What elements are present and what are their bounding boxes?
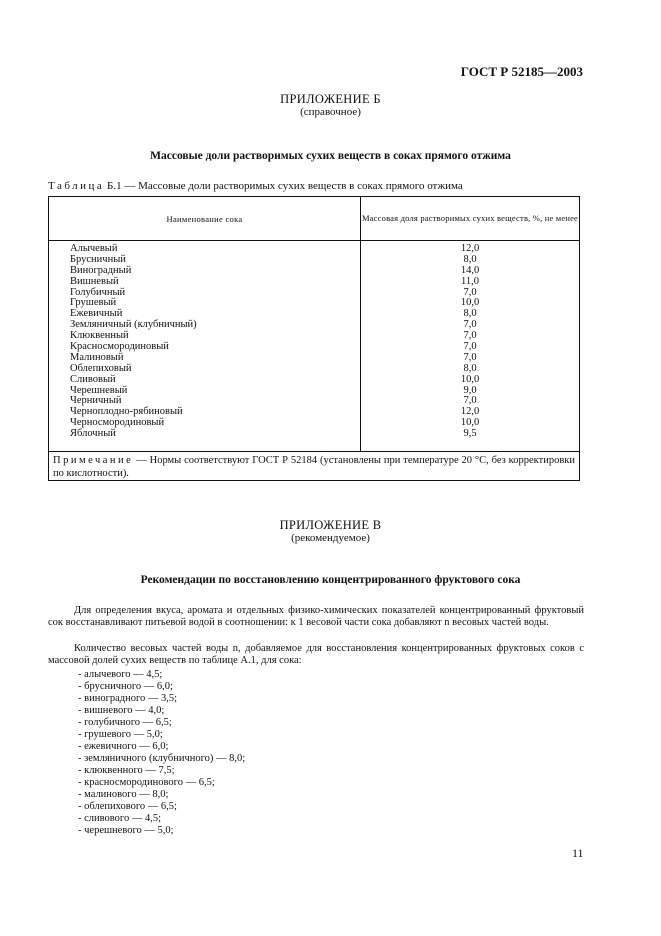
solids-value: 9,0 bbox=[463, 384, 477, 396]
solids-value: 7,0 bbox=[463, 330, 477, 342]
list-item: - ежевичного — 6,0; bbox=[78, 741, 169, 752]
solids-value: 7,0 bbox=[463, 351, 477, 363]
table-row bbox=[49, 244, 579, 255]
list-item: - земляничного (клубничного) — 8,0; bbox=[78, 753, 246, 764]
standard-number: ГОСТ Р 52185—2003 bbox=[460, 64, 583, 79]
juice-name: Яблочный bbox=[70, 428, 116, 440]
list-item: - облепихового — 6,5; bbox=[78, 801, 177, 812]
table-note-label: Примечание bbox=[53, 455, 134, 466]
juice-name: Грушевый bbox=[70, 297, 117, 309]
juice-name: Черничный bbox=[70, 395, 122, 407]
list-item: - малинового — 8,0; bbox=[78, 789, 169, 800]
juice-name: Вишневый bbox=[70, 275, 119, 287]
solids-value: 8,0 bbox=[463, 362, 477, 374]
column-header-value: Массовая доля растворимых сухих веществ, %, не менее bbox=[361, 213, 579, 223]
solids-value: 10,0 bbox=[460, 417, 480, 429]
list-item: - сливового — 4,5; bbox=[78, 813, 162, 824]
table-caption bbox=[48, 180, 463, 192]
page-number: 11 bbox=[572, 846, 584, 860]
appendix-c-title: ПРИЛОЖЕНИЕ В bbox=[279, 518, 382, 532]
juice-name: Брусничный bbox=[70, 253, 126, 265]
juice-name: Земляничный (клубничный) bbox=[70, 319, 197, 331]
table-row bbox=[49, 375, 579, 386]
solids-value: 10,0 bbox=[460, 373, 480, 385]
list-item: - красносмородинового — 6,5; bbox=[78, 777, 215, 788]
solids-value: 7,0 bbox=[463, 319, 477, 331]
appendix-c-heading: Рекомендации по восстановлению концентрированного фруктового сока bbox=[140, 574, 521, 586]
solids-value: 12,0 bbox=[460, 243, 480, 254]
table-row bbox=[49, 418, 579, 429]
juice-name: Алычевый bbox=[70, 243, 118, 254]
juice-name: Красносмородиновый bbox=[70, 341, 169, 353]
solids-value: 12,0 bbox=[460, 406, 480, 418]
juice-name: Малиновый bbox=[70, 351, 124, 363]
appendix-b-subtitle: (справочное) bbox=[300, 106, 361, 118]
table-row bbox=[49, 277, 579, 288]
paragraph-water-parts: Количество весовых частей воды n, добавляемое для восстановления концентрированных фруктовых соков с массовой долей сухих веществ по таблице А.1, для сока: bbox=[48, 643, 584, 666]
juice-name: Голубичный bbox=[70, 286, 126, 298]
list-item: - грушевого — 5,0; bbox=[78, 729, 163, 740]
juice-name: Клюквенный bbox=[70, 330, 129, 342]
solids-value: 11,0 bbox=[461, 275, 479, 287]
table-note-divider bbox=[49, 451, 579, 452]
list-item: - черешневого — 5,0; bbox=[78, 825, 174, 836]
list-item: - брусничного — 6,0; bbox=[78, 681, 173, 692]
solids-value: 10,0 bbox=[460, 297, 480, 309]
table-body bbox=[49, 244, 579, 440]
table-row bbox=[49, 298, 579, 309]
list-item: - вишневого — 4,0; bbox=[78, 705, 165, 716]
table-header-divider bbox=[49, 240, 579, 241]
solids-value: 14,0 bbox=[460, 264, 480, 276]
juice-name: Сливовый bbox=[70, 373, 116, 385]
table-row bbox=[49, 342, 579, 353]
list-item: - алычевого — 4,5; bbox=[78, 669, 163, 680]
table-row bbox=[49, 288, 579, 299]
solids-value: 7,0 bbox=[463, 286, 477, 298]
list-item: - виноградного — 3,5; bbox=[78, 693, 178, 704]
paragraph-restoration: Для определения вкуса, аромата и отдельных физико-химических показателей концентрированный фруктовый сок восстанавливают питьевой водой в соотношении: к 1 весовой части сока добавляют n весовых частей воды. bbox=[48, 605, 584, 628]
appendix-b-title: ПРИЛОЖЕНИЕ Б bbox=[280, 92, 381, 106]
table-note-text: — Нормы соответствуют ГОСТ Р 52184 (установлены при температуре 20 °С, без корректировки по кислотности). bbox=[53, 455, 575, 479]
table-caption-text: Б.1 — Массовые доли растворимых сухих веществ в соках прямого отжима bbox=[104, 180, 463, 192]
juice-name: Черноплодно-рябиновый bbox=[70, 406, 183, 418]
juice-name: Черешневый bbox=[70, 384, 128, 396]
solids-value: 7,0 bbox=[463, 395, 477, 407]
table-row bbox=[49, 364, 579, 375]
juice-name: Черносмородиновый bbox=[70, 417, 165, 429]
juice-name: Облепиховый bbox=[70, 362, 132, 374]
juice-name: Виноградный bbox=[70, 264, 132, 276]
table-row bbox=[49, 429, 579, 440]
solids-value: 8,0 bbox=[463, 253, 477, 265]
solids-value: 9,5 bbox=[463, 428, 477, 440]
water-parts-list bbox=[78, 669, 245, 837]
solids-value: 8,0 bbox=[463, 308, 477, 320]
list-item: - голубичного — 6,5; bbox=[78, 717, 172, 728]
table-row bbox=[49, 266, 579, 277]
solids-value: 7,0 bbox=[463, 341, 477, 353]
list-item: - клюквенного — 7,5; bbox=[78, 765, 175, 776]
juice-table bbox=[48, 196, 580, 481]
juice-name: Ежевичный bbox=[70, 308, 123, 320]
table-note bbox=[53, 454, 575, 480]
column-header-name: Наименование сока bbox=[166, 213, 243, 224]
table-caption-label: Таблица bbox=[48, 180, 105, 192]
appendix-c-subtitle: (рекомендуемое) bbox=[291, 532, 370, 544]
table-row bbox=[49, 386, 579, 397]
appendix-b-heading: Массовые доли растворимых сухих веществ в соках прямого отжима bbox=[150, 150, 511, 162]
